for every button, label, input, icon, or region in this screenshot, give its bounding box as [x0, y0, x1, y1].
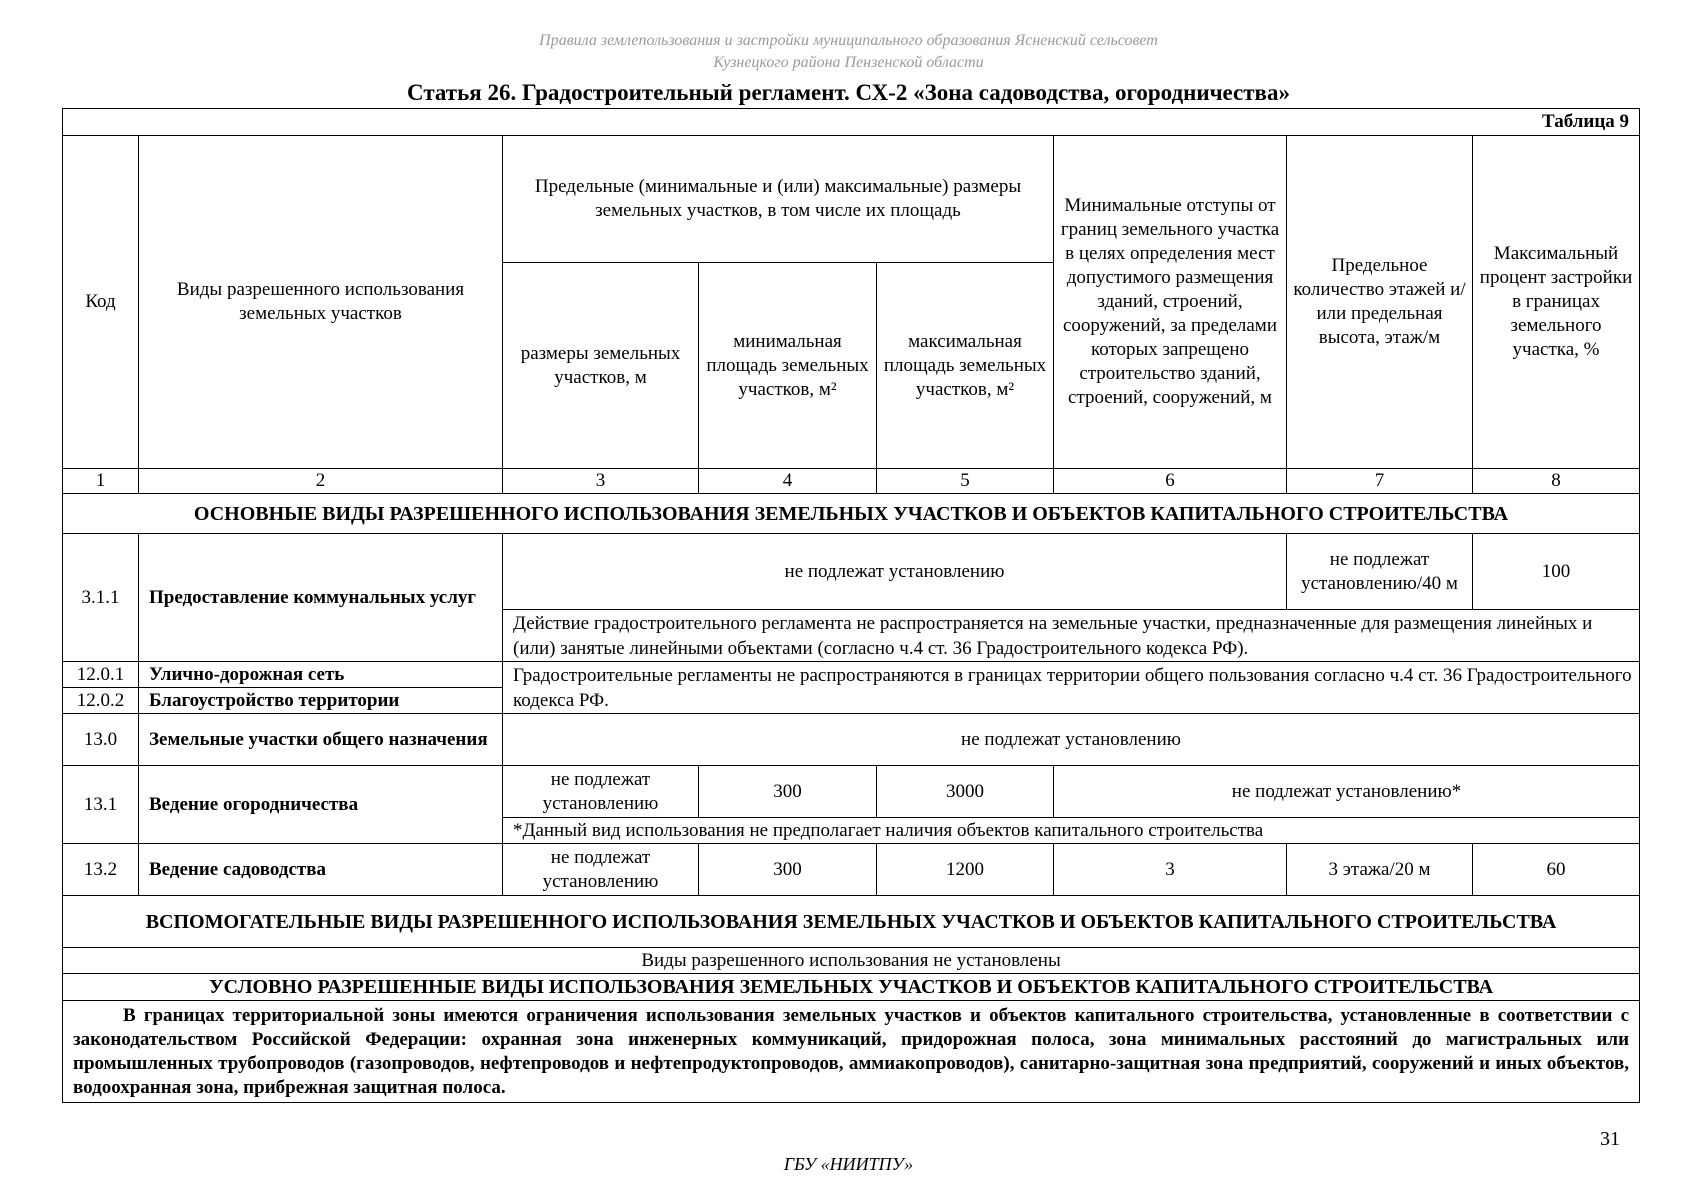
row-floors: не подлежат установлению/40 м: [1287, 534, 1473, 610]
row-rest: не подлежат установлению*: [1054, 766, 1640, 818]
row-name: Благоустройство территории: [139, 688, 503, 714]
row-value: не подлежат установлению: [503, 714, 1640, 766]
row-sizes: не подлежат установлению: [503, 766, 699, 818]
row-name: Ведение садоводства: [139, 844, 503, 896]
row-code: 13.2: [63, 844, 139, 896]
section-main-heading: ОСНОВНЫЕ ВИДЫ РАЗРЕШЕННОГО ИСПОЛЬЗОВАНИЯ ЗЕМЕЛЬНЫХ УЧАСТКОВ И ОБЪЕКТОВ КАПИТАЛЬНОГО СТРОИТЕЛЬСТВА: [63, 494, 1640, 534]
row-name: Земельные участки общего назначения: [139, 714, 503, 766]
column-number: 1: [63, 469, 139, 494]
row-code: 12.0.1: [63, 662, 139, 688]
column-number: 7: [1287, 469, 1473, 494]
page-number: 31: [1600, 1128, 1620, 1150]
row-note: Градостроительные регламенты не распространяются в границах территории общего пользования согласно ч.4 ст. 36 Градостроительного кодекса РФ.: [503, 662, 1640, 714]
column-number: 5: [877, 469, 1054, 494]
table-number: Таблица 9: [63, 109, 1640, 136]
header-min-area: минимальная площадь земельных участков, м²: [699, 263, 877, 469]
row-code: 12.0.2: [63, 688, 139, 714]
column-number: 2: [139, 469, 503, 494]
row-sizes: не подлежат установлению: [503, 844, 699, 896]
article-title: Статья 26. Градостроительный регламент. СХ-2 «Зона садоводства, огородничества»: [407, 80, 1290, 105]
row-name: Улично-дорожная сеть: [139, 662, 503, 688]
row-note: Действие градостроительного регламента не распространяется на земельные участки, предназначенные для размещения линейных и (или) занятые линейными объектами (согласно ч.4 ст. 36 Градостроительного кодекса РФ).: [503, 610, 1640, 662]
running-header-line-1: Правила землепользования и застройки муниципального образования Ясненский сельсовет: [539, 32, 1158, 49]
row-setbacks: 3: [1054, 844, 1287, 896]
row-percent: 100: [1473, 534, 1640, 610]
row-note: *Данный вид использования не предполагает наличия объектов капитального строительства: [503, 818, 1640, 844]
row-floors: 3 этажа/20 м: [1287, 844, 1473, 896]
row-code: 13.0: [63, 714, 139, 766]
row-name: Ведение огородничества: [139, 766, 503, 844]
row-code: 13.1: [63, 766, 139, 844]
column-number: 8: [1473, 469, 1640, 494]
column-number: 3: [503, 469, 699, 494]
header-setbacks: Минимальные отступы от границ земельного участка в целях определения мест допустимого размещения зданий, строений, сооружений, за пределами которых запрещено строительство зданий, строений, сооружений, м: [1054, 136, 1287, 469]
header-max-area: максимальная площадь земельных участков, м²: [877, 263, 1054, 469]
row-percent: 60: [1473, 844, 1640, 896]
column-number: 6: [1054, 469, 1287, 494]
header-floors: Предельное количество этажей и/или предельная высота, этаж/м: [1287, 136, 1473, 469]
column-number: 4: [699, 469, 877, 494]
row-limits: не подлежат установлению: [503, 534, 1287, 610]
row-min-area: 300: [699, 766, 877, 818]
aux-note: Виды разрешенного использования не установлены: [63, 948, 1640, 974]
row-name: Предоставление коммунальных услуг: [139, 534, 503, 662]
row-code: 3.1.1: [63, 534, 139, 662]
row-max-area: 1200: [877, 844, 1054, 896]
regulation-table: [62, 108, 1640, 1103]
header-code: Код: [63, 136, 139, 469]
running-header-line-2: Кузнецкого района Пензенской области: [713, 54, 984, 71]
row-min-area: 300: [699, 844, 877, 896]
header-max-percent: Максимальный процент застройки в границах земельного участка, %: [1473, 136, 1640, 469]
section-conditional-heading: УСЛОВНО РАЗРЕШЕННЫЕ ВИДЫ ИСПОЛЬЗОВАНИЯ ЗЕМЕЛЬНЫХ УЧАСТКОВ И ОБЪЕКТОВ КАПИТАЛЬНОГО СТРОИТЕЛЬСТВА: [63, 974, 1640, 1001]
section-aux-heading: ВСПОМОГАТЕЛЬНЫЕ ВИДЫ РАЗРЕШЕННОГО ИСПОЛЬЗОВАНИЯ ЗЕМЕЛЬНЫХ УЧАСТКОВ И ОБЪЕКТОВ КАПИТАЛЬНОГО СТРОИТЕЛЬСТВА: [63, 896, 1640, 948]
restrictions-text: В границах территориальной зоны имеются ограничения использования земельных участков и объектов капитального строительства, установленные в соответствии с законодательством Российской Федерации: охранная зона инженерных коммуникаций, придорожная полоса, зона минимальных расстояний до магистральных или промышленных трубопроводов (газопроводов, нефтепроводов и нефтепродуктопроводов, аммиакопроводов), санитарно-защитная зона предприятий, сооружений и иных объектов, водоохранная зона, прибрежная защитная полоса.: [63, 1001, 1640, 1103]
header-sizes: размеры земельных участков, м: [503, 263, 699, 469]
header-limits-group: Предельные (минимальные и (или) максимальные) размеры земельных участков, в том числе их площадь: [503, 136, 1054, 263]
header-use-types: Виды разрешенного использования земельных участков: [139, 136, 503, 469]
footer-organization: ГБУ «НИИТПУ»: [783, 1154, 914, 1174]
row-max-area: 3000: [877, 766, 1054, 818]
